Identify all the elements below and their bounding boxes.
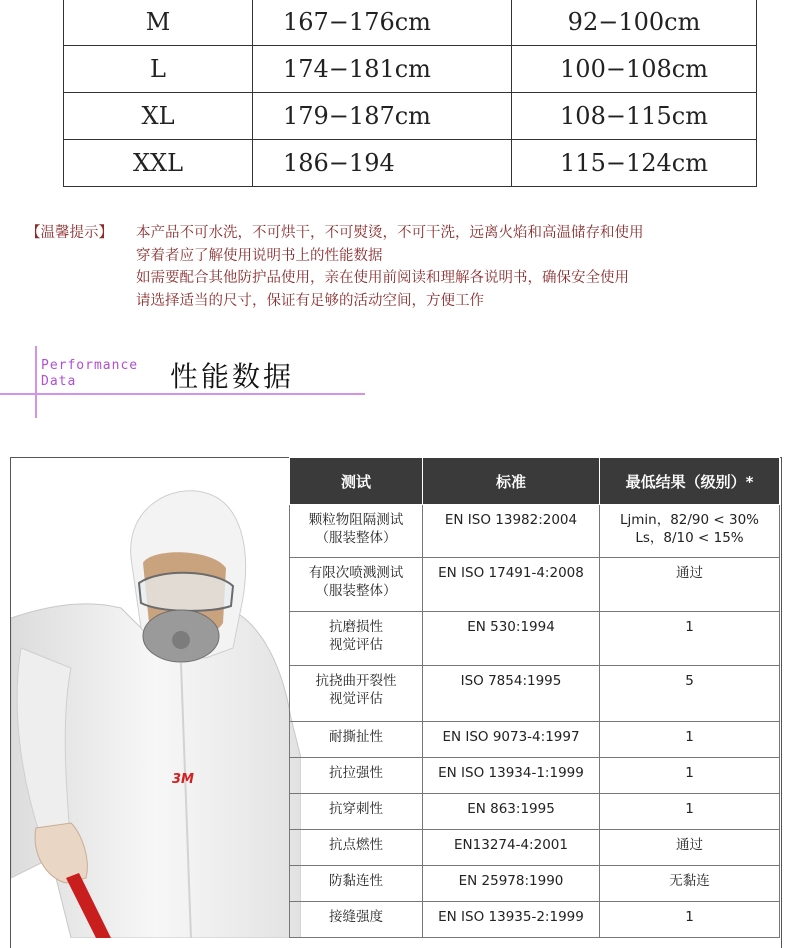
size-cell: L [64, 46, 253, 93]
standard-cell: EN 25978:1990 [423, 866, 600, 902]
header-test: 测试 [290, 458, 423, 505]
section-title-en-line2: Data [41, 374, 77, 389]
result-cell: 通过 [600, 830, 780, 866]
standard-cell: EN ISO 13935-2:1999 [423, 902, 600, 938]
height-cell: 186−194 [253, 140, 512, 187]
notice-lines [136, 222, 644, 312]
standard-cell: EN ISO 17491-4:2008 [423, 558, 600, 612]
result-cell: 1 [600, 722, 780, 758]
standard-cell: EN 863:1995 [423, 794, 600, 830]
chest-cell: 92−100cm [512, 0, 757, 46]
result-cell: 5 [600, 666, 780, 722]
table-row [290, 666, 780, 722]
table-row [290, 505, 780, 558]
table-row [290, 830, 780, 866]
test-cell: 颗粒物阻隔测试 （服装整体） [290, 505, 423, 558]
standard-cell: EN 530:1994 [423, 612, 600, 666]
height-cell: 174−181cm [253, 46, 512, 93]
table-row [290, 902, 780, 938]
test-cell: 抗拉强性 [290, 758, 423, 794]
size-cell: XL [64, 93, 253, 140]
height-cell: 179−187cm [253, 93, 512, 140]
test-cell: 抗磨损性 视觉评估 [290, 612, 423, 666]
result-cell: 通过 [600, 558, 780, 612]
size-row [64, 0, 757, 46]
performance-table [289, 457, 780, 938]
brand-logo: 3M [172, 772, 194, 787]
test-cell: 抗挠曲开裂性 视觉评估 [290, 666, 423, 722]
result-cell: 1 [600, 794, 780, 830]
test-cell: 抗点燃性 [290, 830, 423, 866]
section-title-en-line1: Performance [41, 358, 139, 373]
standard-cell: EN13274-4:2001 [423, 830, 600, 866]
test-cell: 接缝强度 [290, 902, 423, 938]
test-cell: 有限次喷溅测试 （服装整体） [290, 558, 423, 612]
table-row [290, 794, 780, 830]
chest-cell: 115−124cm [512, 140, 757, 187]
table-header-row [290, 458, 780, 505]
notice-label: 【温馨提示】 [26, 225, 113, 241]
notice-line: 穿着者应了解使用说明书上的性能数据 [136, 247, 383, 264]
section-title-cn: 性能数据 [170, 360, 295, 393]
size-table [63, 0, 757, 187]
notice-line: 本产品不可水洗，不可烘干，不可熨烫，不可干洗，远离火焰和高温储存和使用 [136, 225, 644, 241]
size-row [64, 140, 757, 187]
header-standard: 标准 [423, 458, 600, 505]
result-cell: Ljmin，82/90 < 30% Ls，8/10 < 15% [600, 505, 780, 558]
height-cell: 167−176cm [253, 0, 512, 46]
size-row [64, 93, 757, 140]
notice-line: 请选择适当的尺寸，保证有足够的活动空间，方便工作 [136, 292, 484, 309]
result-cell: 无黏连 [600, 866, 780, 902]
table-row [290, 722, 780, 758]
chest-cell: 100−108cm [512, 46, 757, 93]
standard-cell: EN ISO 13982:2004 [423, 505, 600, 558]
size-row [64, 46, 757, 93]
section-title-en [41, 358, 138, 390]
result-cell: 1 [600, 902, 780, 938]
chest-cell: 108−115cm [512, 93, 757, 140]
standard-cell: EN ISO 9073-4:1997 [423, 722, 600, 758]
test-cell: 抗穿刺性 [290, 794, 423, 830]
result-cell: 1 [600, 612, 780, 666]
size-cell: M [64, 0, 253, 46]
header-vertical-rule [35, 346, 37, 418]
test-cell: 防黏连性 [290, 866, 423, 902]
test-cell: 耐撕扯性 [290, 722, 423, 758]
table-row [290, 866, 780, 902]
standard-cell: EN ISO 13934-1:1999 [423, 758, 600, 794]
notice-line: 如需要配合其他防护品使用，亲在使用前阅读和理解各说明书，确保安全使用 [136, 270, 629, 286]
table-row [290, 758, 780, 794]
header-result: 最低结果（级别）* [600, 458, 780, 505]
table-row [290, 558, 780, 612]
protective-suit-photo [11, 458, 301, 938]
standard-cell: ISO 7854:1995 [423, 666, 600, 722]
size-cell: XXL [64, 140, 253, 187]
table-row [290, 612, 780, 666]
result-cell: 1 [600, 758, 780, 794]
goggles [139, 573, 233, 611]
